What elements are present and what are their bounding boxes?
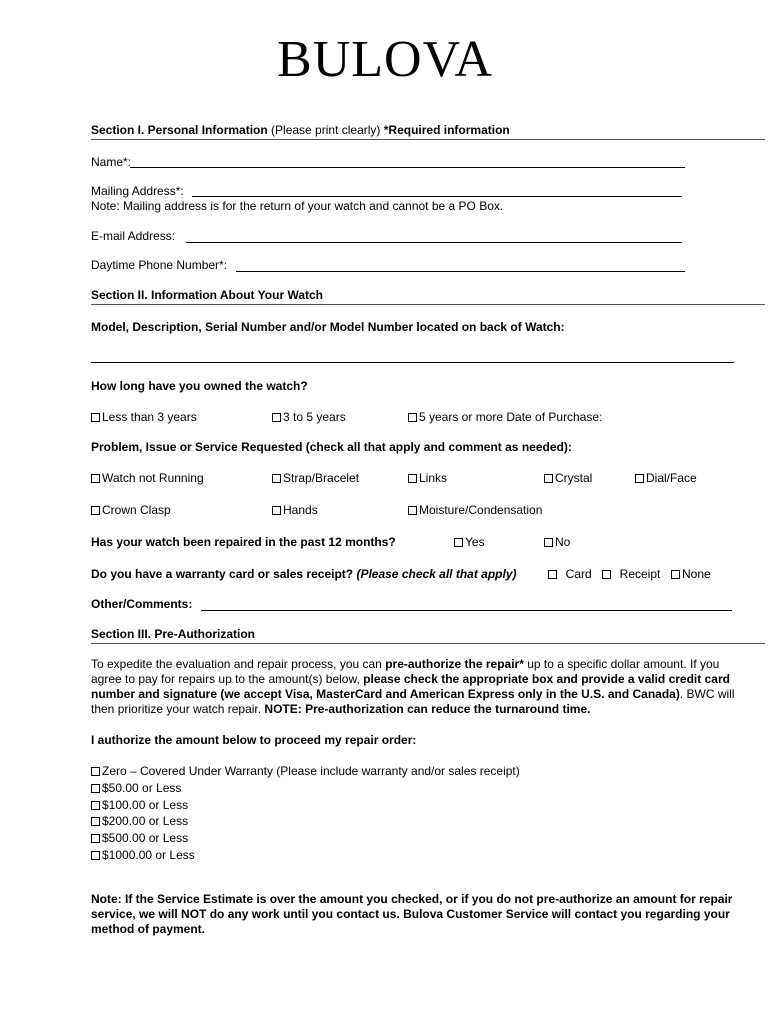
problem-dial-face[interactable] xyxy=(635,471,697,486)
mailing-address-label: Mailing Address*: xyxy=(91,184,184,198)
checkbox[interactable] xyxy=(671,570,680,579)
problem-crystal[interactable] xyxy=(544,471,592,486)
repaired-label: Yes xyxy=(465,535,485,549)
checkbox[interactable] xyxy=(91,506,100,515)
section1-heading: Section I. Personal Information xyxy=(91,123,268,137)
checkbox[interactable] xyxy=(544,474,553,483)
amount-option-500[interactable] xyxy=(91,830,520,847)
checkbox[interactable] xyxy=(602,570,611,579)
amount-label: $200.00 or Less xyxy=(102,814,189,829)
problem-question: Problem, Issue or Service Requested (check all that apply and comment as needed): xyxy=(91,440,572,454)
name-field[interactable] xyxy=(130,167,685,168)
warranty-card[interactable] xyxy=(548,567,592,582)
warranty-label: None xyxy=(682,567,711,581)
amount-label: $100.00 or Less xyxy=(102,797,189,812)
checkbox[interactable] xyxy=(91,801,100,810)
checkbox[interactable] xyxy=(272,413,281,422)
problem-links[interactable] xyxy=(408,471,447,486)
problem-label: Watch not Running xyxy=(102,471,204,485)
checkbox[interactable] xyxy=(408,413,417,422)
authorize-label: I authorize the amount below to proceed my repair order: xyxy=(91,733,417,747)
preauth-text: . BWC will then prioritize your watch repair. xyxy=(91,687,735,716)
checkbox[interactable] xyxy=(454,538,463,547)
amount-label: $1000.00 or Less xyxy=(102,847,195,862)
problem-moisture[interactable] xyxy=(408,503,542,518)
section2-heading: Section II. Information About Your Watch xyxy=(91,288,323,302)
preauth-text: up to a specific dollar amount. If you agree to pay for repairs up to the amount(s) below, xyxy=(91,657,720,686)
repaired-label: No xyxy=(555,535,571,549)
checkbox[interactable] xyxy=(272,506,281,515)
amount-option-1000[interactable] xyxy=(91,847,520,864)
amount-option-100[interactable] xyxy=(91,797,520,814)
owned-option-label: 3 to 5 years xyxy=(283,410,346,424)
problem-strap-bracelet[interactable] xyxy=(272,471,359,486)
problem-label: Hands xyxy=(283,503,318,517)
repaired-no[interactable] xyxy=(544,535,570,550)
checkbox[interactable] xyxy=(544,538,553,547)
name-label: Name*: xyxy=(91,155,132,169)
checkbox[interactable] xyxy=(272,474,281,483)
model-label: Model, Description, Serial Number and/or Model Number located on back of Watch: xyxy=(91,320,565,334)
preauth-text: To expedite the evaluation and repair process, you can xyxy=(91,657,386,671)
amount-option-50[interactable] xyxy=(91,780,520,797)
preauth-text-bold: pre-authorize the repair* xyxy=(385,657,524,671)
phone-field[interactable] xyxy=(236,271,685,272)
bulova-logo: BULOVA xyxy=(277,31,493,88)
warranty-none[interactable] xyxy=(671,567,711,582)
print-clearly-note: (Please print clearly) xyxy=(267,123,384,137)
warranty-hint: (Please check all that apply) xyxy=(356,567,517,581)
final-note: Note: If the Service Estimate is over the amount you checked, or if you do not pre-authorize an amount for repair service, we will NOT do any work until you contact us. Bulova Customer Service will contact you regarding your method of payment. xyxy=(91,892,733,936)
checkbox[interactable] xyxy=(91,767,100,776)
checkbox[interactable] xyxy=(91,851,100,860)
amount-options xyxy=(91,763,520,864)
checkbox[interactable] xyxy=(408,506,417,515)
checkbox[interactable] xyxy=(548,570,557,579)
checkbox[interactable] xyxy=(408,474,417,483)
amount-option-zero[interactable] xyxy=(91,763,520,780)
problem-watch-not-running[interactable] xyxy=(91,471,204,486)
checkbox[interactable] xyxy=(91,474,100,483)
owned-option-label: 5 years or more Date of Purchase: xyxy=(419,410,603,424)
warranty-label: Card xyxy=(565,567,592,581)
problem-crown-clasp[interactable] xyxy=(91,503,171,518)
owned-option-label: Less than 3 years xyxy=(102,410,197,424)
section3-divider xyxy=(91,643,765,644)
warranty-label: Receipt xyxy=(619,567,661,581)
checkbox[interactable] xyxy=(635,474,644,483)
owned-option-3-to-5[interactable] xyxy=(272,410,346,425)
checkbox[interactable] xyxy=(91,817,100,826)
required-info-note: *Required information xyxy=(383,123,510,137)
amount-label: $50.00 or Less xyxy=(102,780,182,795)
phone-label: Daytime Phone Number*: xyxy=(91,258,228,272)
owned-option-less-than-3[interactable] xyxy=(91,410,197,425)
problem-label: Dial/Face xyxy=(646,471,697,485)
problem-hands[interactable] xyxy=(272,503,318,518)
repaired-yes[interactable] xyxy=(454,535,485,550)
email-field[interactable] xyxy=(186,242,682,243)
section3-heading: Section III. Pre-Authorization xyxy=(91,627,256,641)
mailing-address-field[interactable] xyxy=(192,196,682,197)
checkbox[interactable] xyxy=(91,834,100,843)
warranty-question: Do you have a warranty card or sales receipt? xyxy=(91,567,354,581)
section1-divider xyxy=(91,139,765,140)
amount-label: $500.00 or Less xyxy=(102,831,189,846)
problem-label: Moisture/Condensation xyxy=(419,503,543,517)
preauth-note: NOTE: Pre-authorization can reduce the turnaround time. xyxy=(264,702,591,716)
warranty-receipt[interactable] xyxy=(602,567,660,582)
comments-field[interactable] xyxy=(201,610,732,611)
amount-label: Zero – Covered Under Warranty (Please include warranty and/or sales receipt) xyxy=(102,764,520,778)
checkbox[interactable] xyxy=(91,784,100,793)
section1-header xyxy=(91,123,510,138)
problem-label: Strap/Bracelet xyxy=(283,471,360,485)
problem-label: Crystal xyxy=(555,471,593,485)
preauth-paragraph xyxy=(91,657,736,717)
preauth-text-bold: please check the appropriate box and provide a valid credit card number and signature (we accept Visa, MasterCard and American Express only in the U.S. and Canada) xyxy=(91,672,730,701)
comments-label: Other/Comments: xyxy=(91,597,193,611)
repaired-question: Has your watch been repaired in the past 12 months? xyxy=(91,535,396,549)
section2-divider xyxy=(91,304,765,305)
amount-option-200[interactable] xyxy=(91,813,520,830)
model-field[interactable] xyxy=(91,362,734,363)
warranty-question-row xyxy=(91,567,517,582)
checkbox[interactable] xyxy=(91,413,100,422)
owned-question: How long have you owned the watch? xyxy=(91,379,308,393)
problem-label: Crown Clasp xyxy=(102,503,171,517)
email-label: E-mail Address: xyxy=(91,229,176,243)
problem-label: Links xyxy=(419,471,448,485)
mailing-address-note: Note: Mailing address is for the return of your watch and cannot be a PO Box. xyxy=(91,199,504,213)
owned-option-5-plus[interactable] xyxy=(408,410,602,425)
